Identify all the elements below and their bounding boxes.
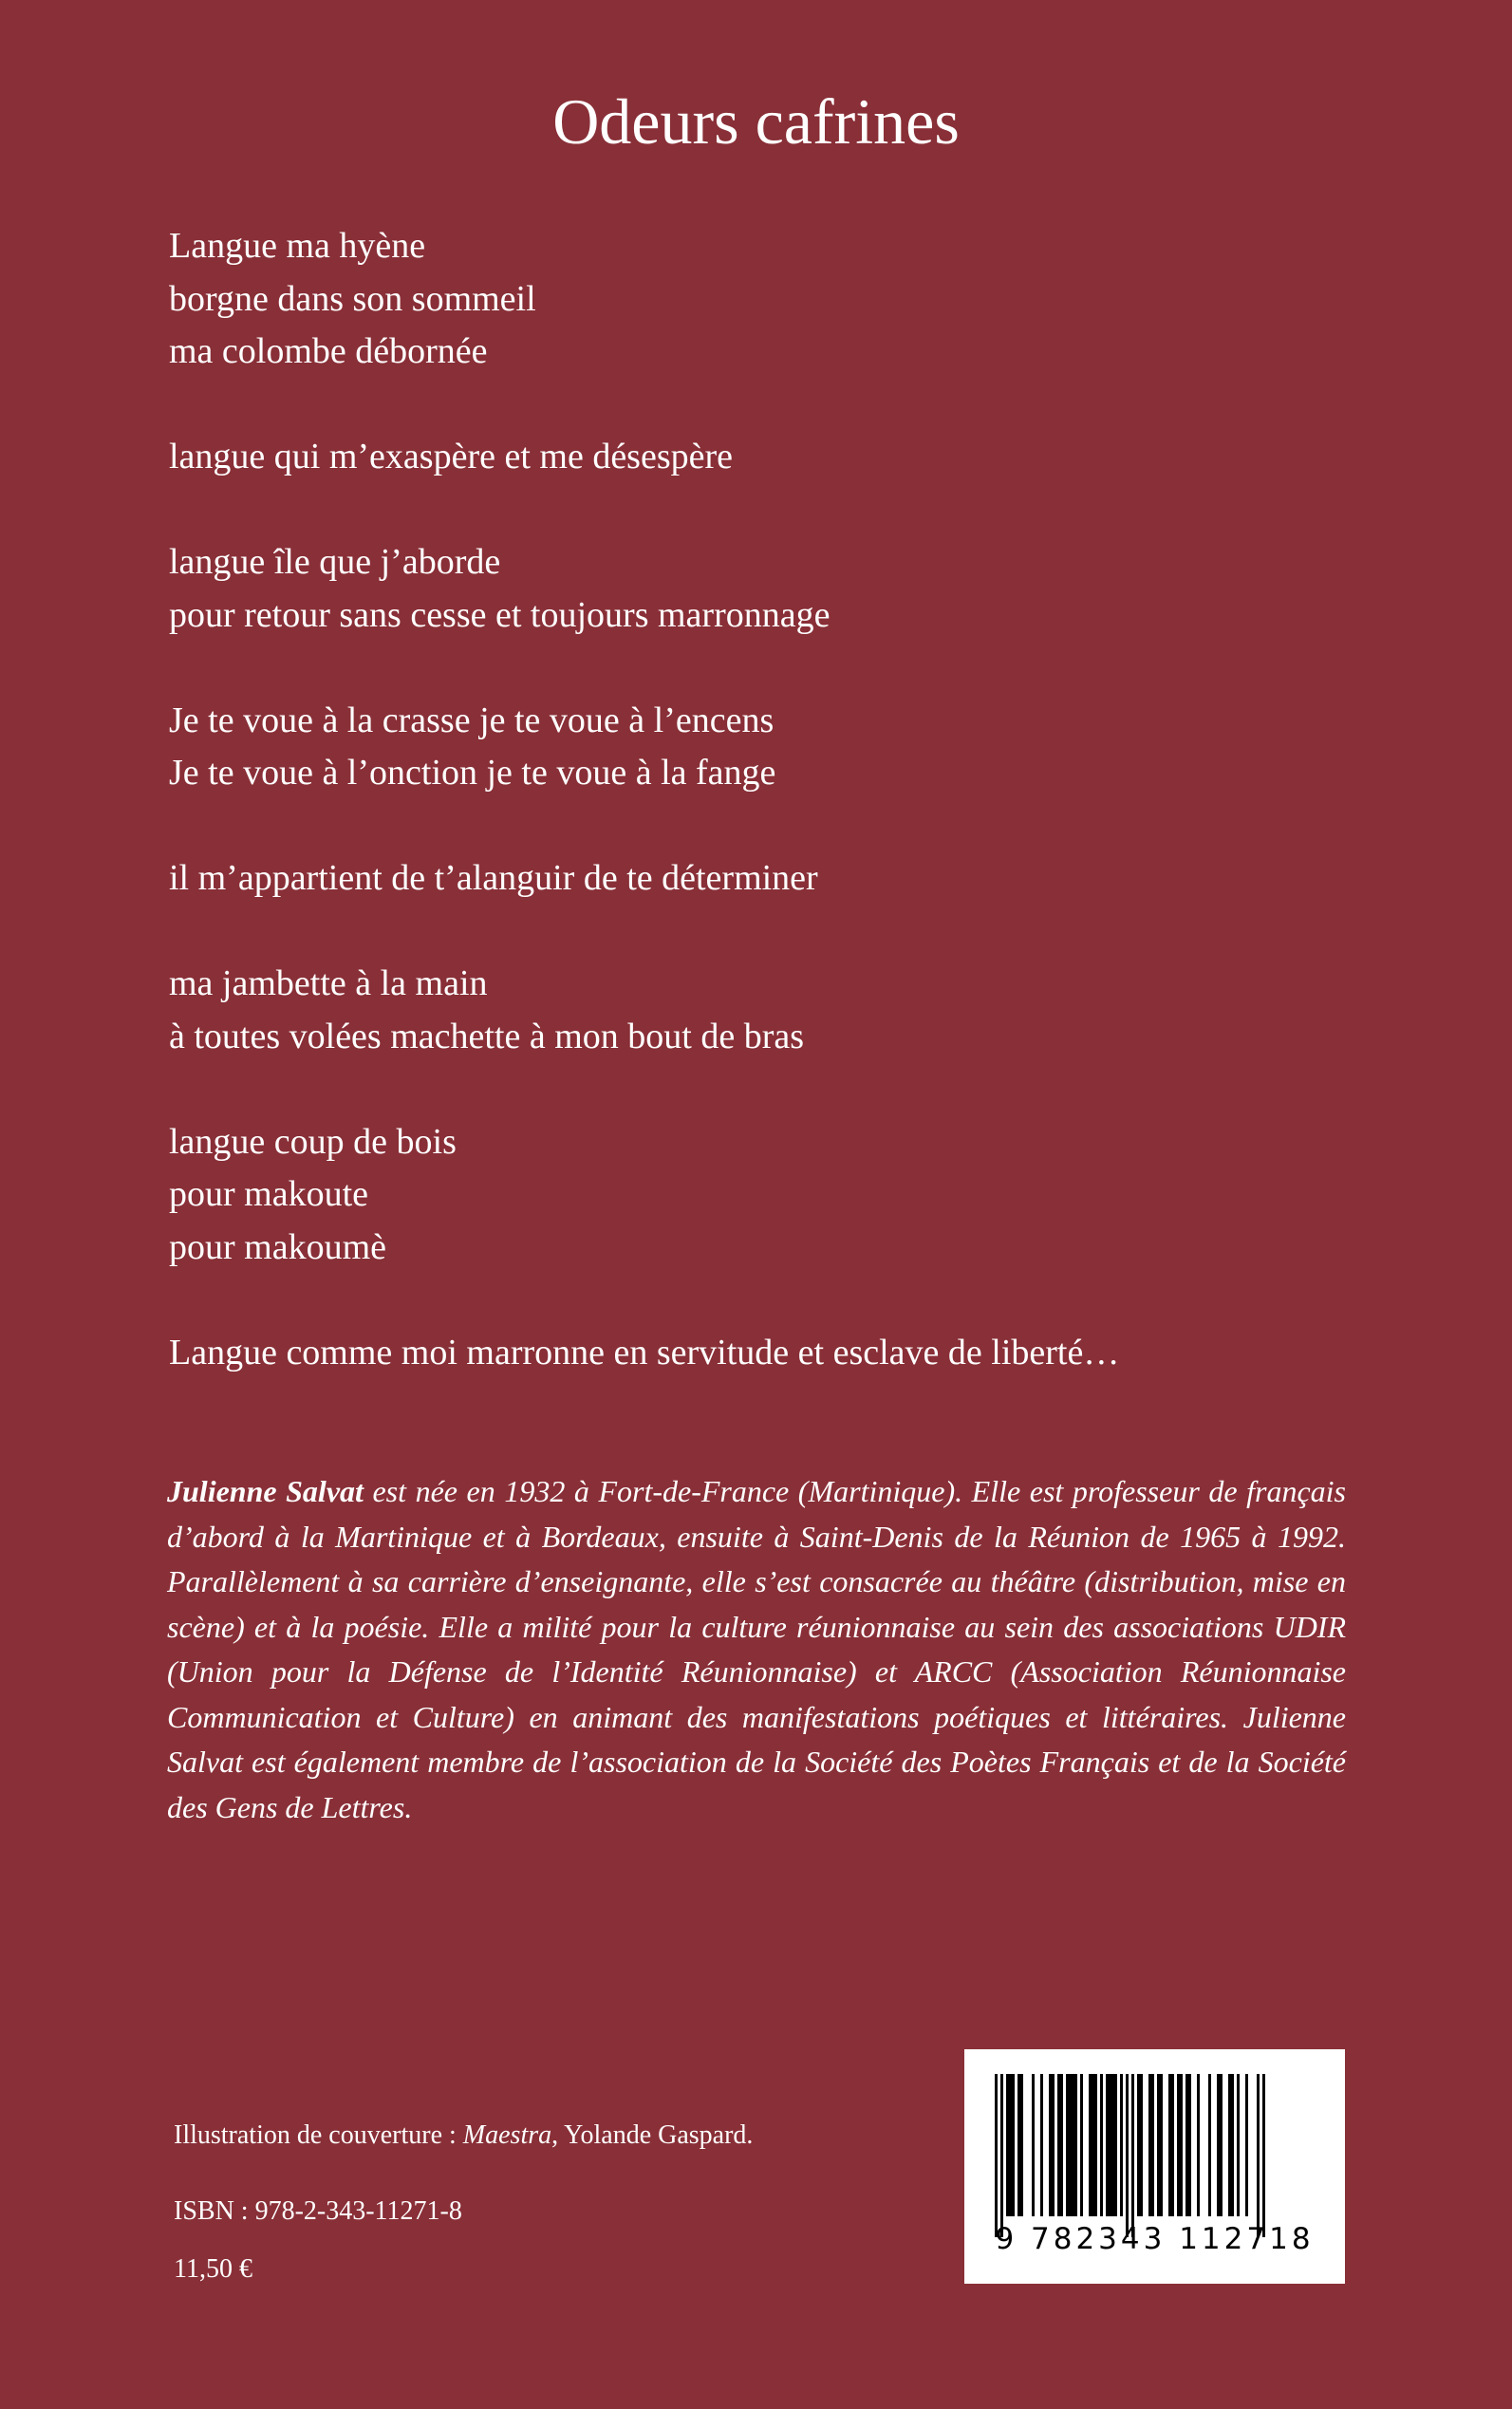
poem-verse: borgne dans son sommeil [169, 278, 536, 319]
credit-work-title: Maestra [462, 2120, 552, 2150]
barcode-bar [1188, 2074, 1191, 2216]
barcode-bar [1140, 2074, 1143, 2216]
barcode-bar [1262, 2074, 1265, 2237]
poem-stanza [169, 852, 1384, 906]
barcode-bar [1151, 2074, 1154, 2216]
barcode-bar [1080, 2074, 1083, 2216]
barcode-bar [995, 2074, 998, 2237]
barcode-bar [1052, 2074, 1055, 2216]
barcode-bar [1009, 2074, 1012, 2216]
barcode-bar [1074, 2074, 1077, 2216]
barcode-bar [1126, 2074, 1129, 2237]
poem-stanza [169, 431, 1384, 484]
poem-verse: ma jambette à la main [169, 963, 488, 1003]
price: 11,50 € [174, 2254, 252, 2284]
poem-stanza [169, 220, 1384, 379]
barcode-bar [1137, 2074, 1140, 2216]
barcode-bar [1131, 2074, 1134, 2237]
poem-verse: à toutes volées machette à mon bout de bras [169, 1016, 805, 1056]
poem-stanza [169, 695, 1384, 800]
credit-artist: , Yolande Gaspard. [551, 2120, 754, 2150]
barcode-bar [1109, 2074, 1111, 2216]
barcode-bar [1180, 2074, 1183, 2216]
barcode-bar [1111, 2074, 1114, 2216]
poem [169, 220, 1384, 1379]
cover-illustration-credit [174, 2117, 753, 2155]
barcode-bar [1220, 2074, 1223, 2216]
poem-stanza [169, 536, 1384, 642]
barcode-bar [1114, 2074, 1117, 2216]
poem-verse: Je te voue à l’onction je te voue à la fange [169, 753, 776, 793]
barcode-bar [1089, 2074, 1092, 2216]
barcode-bar [1057, 2074, 1060, 2216]
barcode [964, 2049, 1345, 2284]
barcode-bar [1237, 2074, 1240, 2216]
barcode-bar [1069, 2074, 1072, 2216]
barcode-bar [1094, 2074, 1097, 2216]
barcode-bar [1245, 2074, 1248, 2216]
barcode-bar [1208, 2074, 1211, 2216]
barcode-bar [1020, 2074, 1023, 2216]
barcode-bar [1185, 2074, 1188, 2216]
barcode-bar [1106, 2074, 1109, 2216]
barcode-bar [1177, 2074, 1180, 2216]
barcode-bar [1148, 2074, 1151, 2216]
poem-verse: pour makoumè [169, 1226, 387, 1267]
book-title: Odeurs cafrines [552, 85, 960, 158]
isbn: ISBN : 978-2-343-11271-8 [174, 2196, 462, 2226]
barcode-bar [1168, 2074, 1171, 2216]
poem-verse: Langue comme moi marronne en servitude et esclave de liberté… [169, 1332, 1120, 1373]
poem-verse: il m’appartient de t’alanguir de te déterminer [169, 858, 818, 898]
barcode-bar [1231, 2074, 1234, 2216]
poem-stanza [169, 1116, 1384, 1275]
poem-verse: Je te voue à la crasse je te voue à l’encens [169, 700, 775, 740]
barcode-digits: 9 782343 112718 [995, 2222, 1315, 2256]
barcode-bar [1157, 2074, 1160, 2216]
barcode-bar [1040, 2074, 1043, 2216]
biography-text: est née en 1932 à Fort-de-France (Martinique). Elle est professeur de français d’abord à la Martinique et à Bordeaux, ensuite à Saint-Denis de la Réunion de 1965 à 1992. Parallèlement à sa carrière d’enseignante, elle s’est consacrée au théâtre (distribution, mise en scène) et à la poésie. Elle a milité pour la culture réunionnaise au sein des associations UDIR (Union pour la Défense de l’Identité Réunionnaise) et ARCC (Association Réunionnaise Communication et Culture) en animant des manifestations poétiques et littéraires. Julienne Salvat est également membre de l’association de la Société des Poètes Français et de la Société des Gens de Lettres. [167, 1474, 1347, 1824]
barcode-bar [1228, 2074, 1231, 2216]
barcode-bar [1060, 2074, 1063, 2216]
poem-verse: ma colombe débornée [169, 331, 488, 371]
barcode-bar [1012, 2074, 1015, 2216]
barcode-bar [1160, 2074, 1163, 2216]
barcode-bar [1072, 2074, 1074, 2216]
barcode-bar [1120, 2074, 1123, 2216]
credit-prefix: Illustration de couverture : [174, 2120, 463, 2150]
poem-verse: langue île que j’aborde [169, 542, 501, 582]
poem-verse: langue qui m’exaspère et me désespère [169, 437, 734, 476]
barcode-bar [1217, 2074, 1220, 2216]
barcode-bar [1100, 2074, 1103, 2216]
poem-stanza [169, 1327, 1384, 1380]
barcode-bar [1017, 2074, 1020, 2216]
barcode-bar [1066, 2074, 1069, 2216]
barcode-bar [1092, 2074, 1094, 2216]
barcode-bar [1171, 2074, 1174, 2216]
author-name: Julienne Salvat [167, 1474, 364, 1508]
barcode-bar [1049, 2074, 1052, 2216]
poem-verse: pour retour sans cesse et toujours marronnage [169, 594, 831, 635]
barcode-bar [1197, 2074, 1200, 2216]
poem-verse: langue coup de bois [169, 1121, 457, 1162]
poem-verse: pour makoute [169, 1174, 369, 1214]
poem-verse: Langue ma hyène [169, 226, 426, 266]
poem-stanza [169, 958, 1384, 1063]
barcode-bar [1000, 2074, 1003, 2237]
barcode-bar [1006, 2074, 1009, 2216]
barcode-bar [1257, 2074, 1260, 2237]
author-biography [167, 1469, 1346, 1830]
barcode-bar [1032, 2074, 1035, 2216]
